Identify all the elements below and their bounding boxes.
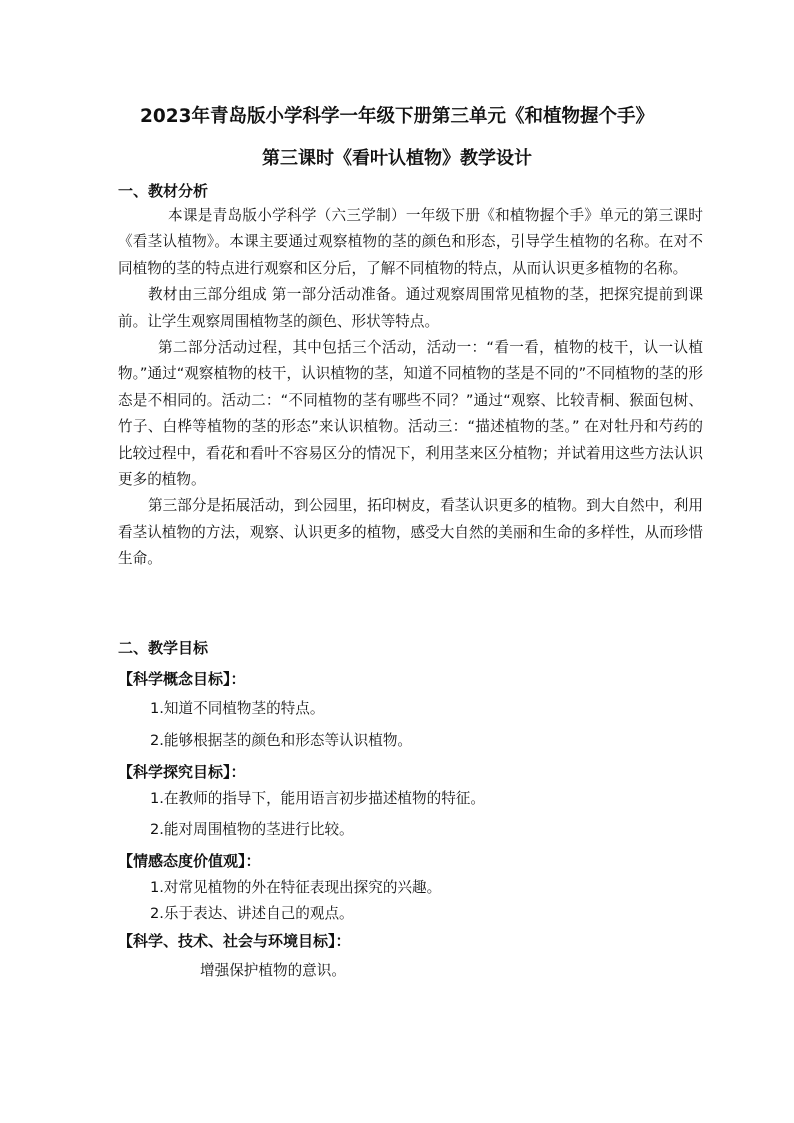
concept-goal-item: 1.知道不同植物茎的特点。 [150, 700, 325, 717]
concept-goal-item: 2.能够根据茎的颜色和形态等认识植物。 [150, 732, 413, 749]
analysis-paragraph: 第二部分活动过程，其中包括三个活动，活动一：“看一看，植物的枝干，认一认植物。”通过“观察植物的枝干，认识植物的茎，知道不同植物的茎是不同的”不同植物的茎的形态是不相同的。活动二：“不同植物的茎有哪些不同？”通过“观察、比较青桐、猴面包树、竹子、白桦等植物的茎的形态”来认识植物。活动三：“描述植物的茎。” 在对牡丹和芍药的比较过程中，看花和看叶不容易区分的情况下，利用茎来区分植物；并试着用这些方法认识更多的植物。 [118, 339, 703, 489]
document-title: 2023年青岛版小学科学一年级下册第三单元《和植物握个手》 [140, 106, 654, 127]
inquiry-goal-item: 2.能对周围植物的茎进行比较。 [150, 821, 354, 838]
section-heading-analysis: 一、教材分析 [118, 182, 209, 200]
stse-goal-label: 【科学、技术、社会与环境目标】： [118, 932, 351, 950]
attitude-goal-item: 1.对常见植物的外在特征表现出探究的兴趣。 [150, 879, 442, 896]
analysis-body [118, 203, 703, 573]
attitude-goal-label: 【情感态度价值观】： [118, 852, 261, 870]
concept-goal-label: 【科学概念目标】： [118, 670, 246, 688]
stse-goal-item: 增强保护植物的意识。 [200, 962, 346, 979]
analysis-paragraph: 本课是青岛版小学科学（六三学制）一年级下册《和植物握个手》单元的第三课时《看茎认植物》。本课主要通过观察植物的茎的颜色和形态，引导学生植物的名称。在对不同植物的茎的特点进行观察和区分后，了解不同植物的特点，从而认识更多植物的名称。 [118, 207, 703, 277]
inquiry-goal-label: 【科学探究目标】： [118, 763, 246, 781]
analysis-paragraph: 第三部分是拓展活动，到公园里，拓印树皮，看茎认识更多的植物。到大自然中，利用看茎认植物的方法，观察、认识更多的植物，感受大自然的美丽和生命的多样性，从而珍惜生命。 [118, 497, 703, 568]
analysis-paragraph: 教材由三部分组成 第一部分活动准备。通过观察周围常见植物的茎，把探究提前到课前。让学生观察周围植物茎的颜色、形状等特点。 [118, 286, 703, 330]
section-heading-goals: 二、教学目标 [118, 639, 209, 657]
document-subtitle: 第三课时《看叶认植物》教学设计 [262, 148, 532, 169]
inquiry-goal-item: 1.在教师的指导下，能用语言初步描述植物的特征。 [150, 790, 485, 807]
attitude-goal-item: 2.乐于表达、讲述自己的观点。 [150, 905, 354, 922]
